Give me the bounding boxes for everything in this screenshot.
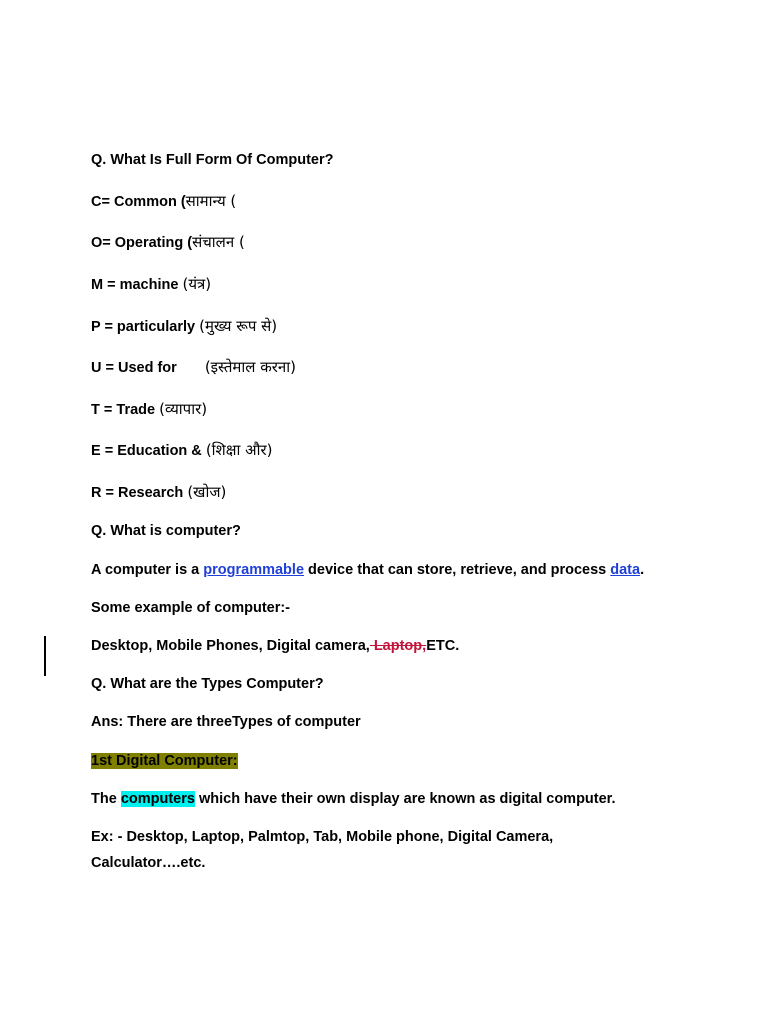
question-full-form: Q. What Is Full Form Of Computer?: [91, 152, 334, 168]
digital-examples-line-1: Ex: - Desktop, Laptop, Palmtop, Tab, Mobile phone, Digital Camera,: [91, 829, 554, 845]
digital-computer-heading: [91, 751, 238, 771]
definition-line: [91, 560, 644, 580]
line-e: [91, 440, 273, 461]
line-c-hindi: सामान्य (: [185, 192, 237, 210]
definition-text-3: .: [640, 562, 645, 578]
question-what-is-computer: Q. What is computer?: [91, 523, 241, 539]
highlighted-computers-word: computers: [120, 791, 195, 807]
line-e-english: E = Education &: [91, 443, 206, 459]
examples-line: [91, 636, 459, 656]
digital-computer-description: [91, 789, 616, 809]
line-m-english: M = machine: [91, 277, 183, 293]
line-r-hindi: (खोज): [187, 483, 227, 501]
digital-examples-line-2: Calculator….etc.: [91, 855, 206, 871]
examples-text-1: Desktop, Mobile Phones, Digital camera,: [91, 638, 370, 654]
line-u-hindi: (इस्तेमाल करना): [204, 358, 296, 376]
line-t-hindi: (व्यापार): [159, 400, 208, 418]
line-r-english: R = Research: [91, 485, 188, 501]
line-o-english: O= Operating (: [91, 235, 193, 251]
programmable-link[interactable]: programmable: [203, 562, 305, 578]
line-e-hindi: (शिक्षा और): [205, 441, 273, 459]
line-t: [91, 399, 207, 420]
line-c: [91, 191, 236, 212]
line-p-hindi: (मुख्य रूप से): [199, 317, 278, 335]
data-link[interactable]: data: [610, 562, 641, 578]
line-p: [91, 316, 277, 337]
definition-text-1: A computer is a: [91, 562, 204, 578]
line-t-english: T = Trade: [91, 402, 160, 418]
line-r: [91, 482, 226, 503]
digital-text-2: which have their own display are known as digital computer.: [194, 791, 616, 807]
line-m-hindi: (यंत्र): [182, 275, 212, 293]
digital-text-1: The: [91, 791, 121, 807]
examples-heading: Some example of computer:-: [91, 600, 291, 616]
examples-text-2: ETC.: [426, 638, 460, 654]
question-types: Q. What are the Types Computer?: [91, 676, 324, 692]
answer-line: Ans: There are threeTypes of computer: [91, 714, 361, 730]
line-o-hindi: संचालन (: [192, 233, 245, 251]
examples-struck-text: Laptop,: [369, 638, 427, 654]
definition-text-2: device that can store, retrieve, and process: [304, 562, 611, 578]
line-p-english: P = particularly: [91, 319, 200, 335]
digital-computer-heading-text: 1st Digital Computer:: [91, 753, 238, 769]
line-c-english: C= Common (: [91, 194, 186, 210]
line-u: [91, 357, 296, 378]
line-o: [91, 232, 245, 253]
text-cursor: [44, 636, 46, 676]
line-m: [91, 274, 211, 295]
line-u-english: U = Used for: [91, 360, 177, 376]
